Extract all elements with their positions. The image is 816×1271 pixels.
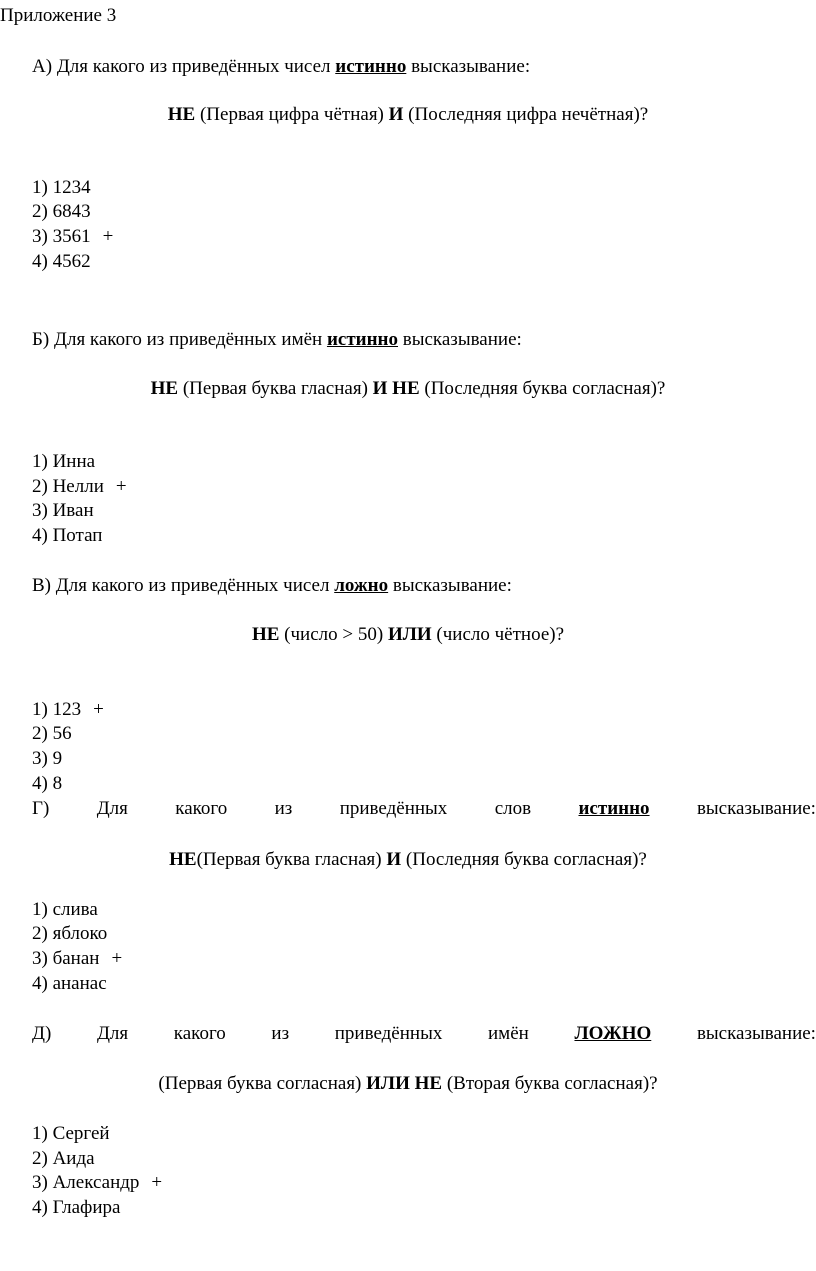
question-e: Д) Для какого из приведённых имён ЛОЖНО высказывание: [32, 1023, 816, 1044]
question-a: А) Для какого из приведённых чисел истинно высказывание: [32, 56, 531, 77]
option: 1) 1234 [32, 177, 91, 198]
condition-d: НЕ(Первая буква гласная) И (Последняя буква согласная)? [169, 849, 647, 870]
page-title: Приложение 3 [0, 5, 117, 26]
option: 2) Нелли + [32, 476, 127, 497]
question-d: Г) Для какого из приведённых слов истинно высказывание: [32, 798, 816, 819]
correct-mark: + [115, 476, 127, 497]
option: 4) 8 [32, 773, 63, 794]
keyword: истинно [578, 798, 650, 819]
keyword: истинно [326, 329, 399, 350]
option: 3) Иван [32, 500, 94, 521]
option: 2) яблоко [32, 923, 108, 944]
option: 1) Инна [32, 451, 96, 472]
keyword: ложно [334, 575, 389, 596]
option: 2) 6843 [32, 201, 91, 222]
option: 1) 123 + [32, 699, 104, 720]
option: 2) Аида [32, 1148, 95, 1169]
keyword: ЛОЖНО [574, 1023, 652, 1044]
option: 4) Потап [32, 525, 103, 546]
correct-mark: + [111, 948, 123, 969]
correct-mark: + [102, 226, 114, 247]
option: 4) ананас [32, 973, 107, 994]
question-c: В) Для какого из приведённых чисел ложно высказывание: [32, 575, 512, 596]
keyword: истинно [335, 56, 407, 77]
option: 3) 3561 + [32, 226, 114, 247]
condition-c: НЕ (число > 50) ИЛИ (число чётное)? [251, 624, 565, 645]
option: 3) банан + [32, 948, 123, 969]
correct-mark: + [151, 1172, 163, 1193]
question-b: Б) Для какого из приведённых имён истинно высказывание: [32, 329, 522, 350]
option: 3) Александр + [32, 1172, 163, 1193]
option: 1) слива [32, 899, 98, 920]
option: 2) 56 [32, 723, 72, 744]
option: 1) Сергей [32, 1123, 110, 1144]
condition-a: НЕ (Первая цифра чётная) И (Последняя цифра нечётная)? [167, 104, 649, 125]
option: 4) Глафира [32, 1197, 121, 1218]
option: 4) 4562 [32, 251, 91, 272]
correct-mark: + [93, 699, 104, 720]
option: 3) 9 [32, 748, 63, 769]
condition-e: (Первая буква согласная) ИЛИ НЕ (Вторая буква согласная)? [158, 1073, 658, 1094]
condition-b: НЕ (Первая буква гласная) И НЕ (Последняя буква согласная)? [150, 378, 666, 399]
